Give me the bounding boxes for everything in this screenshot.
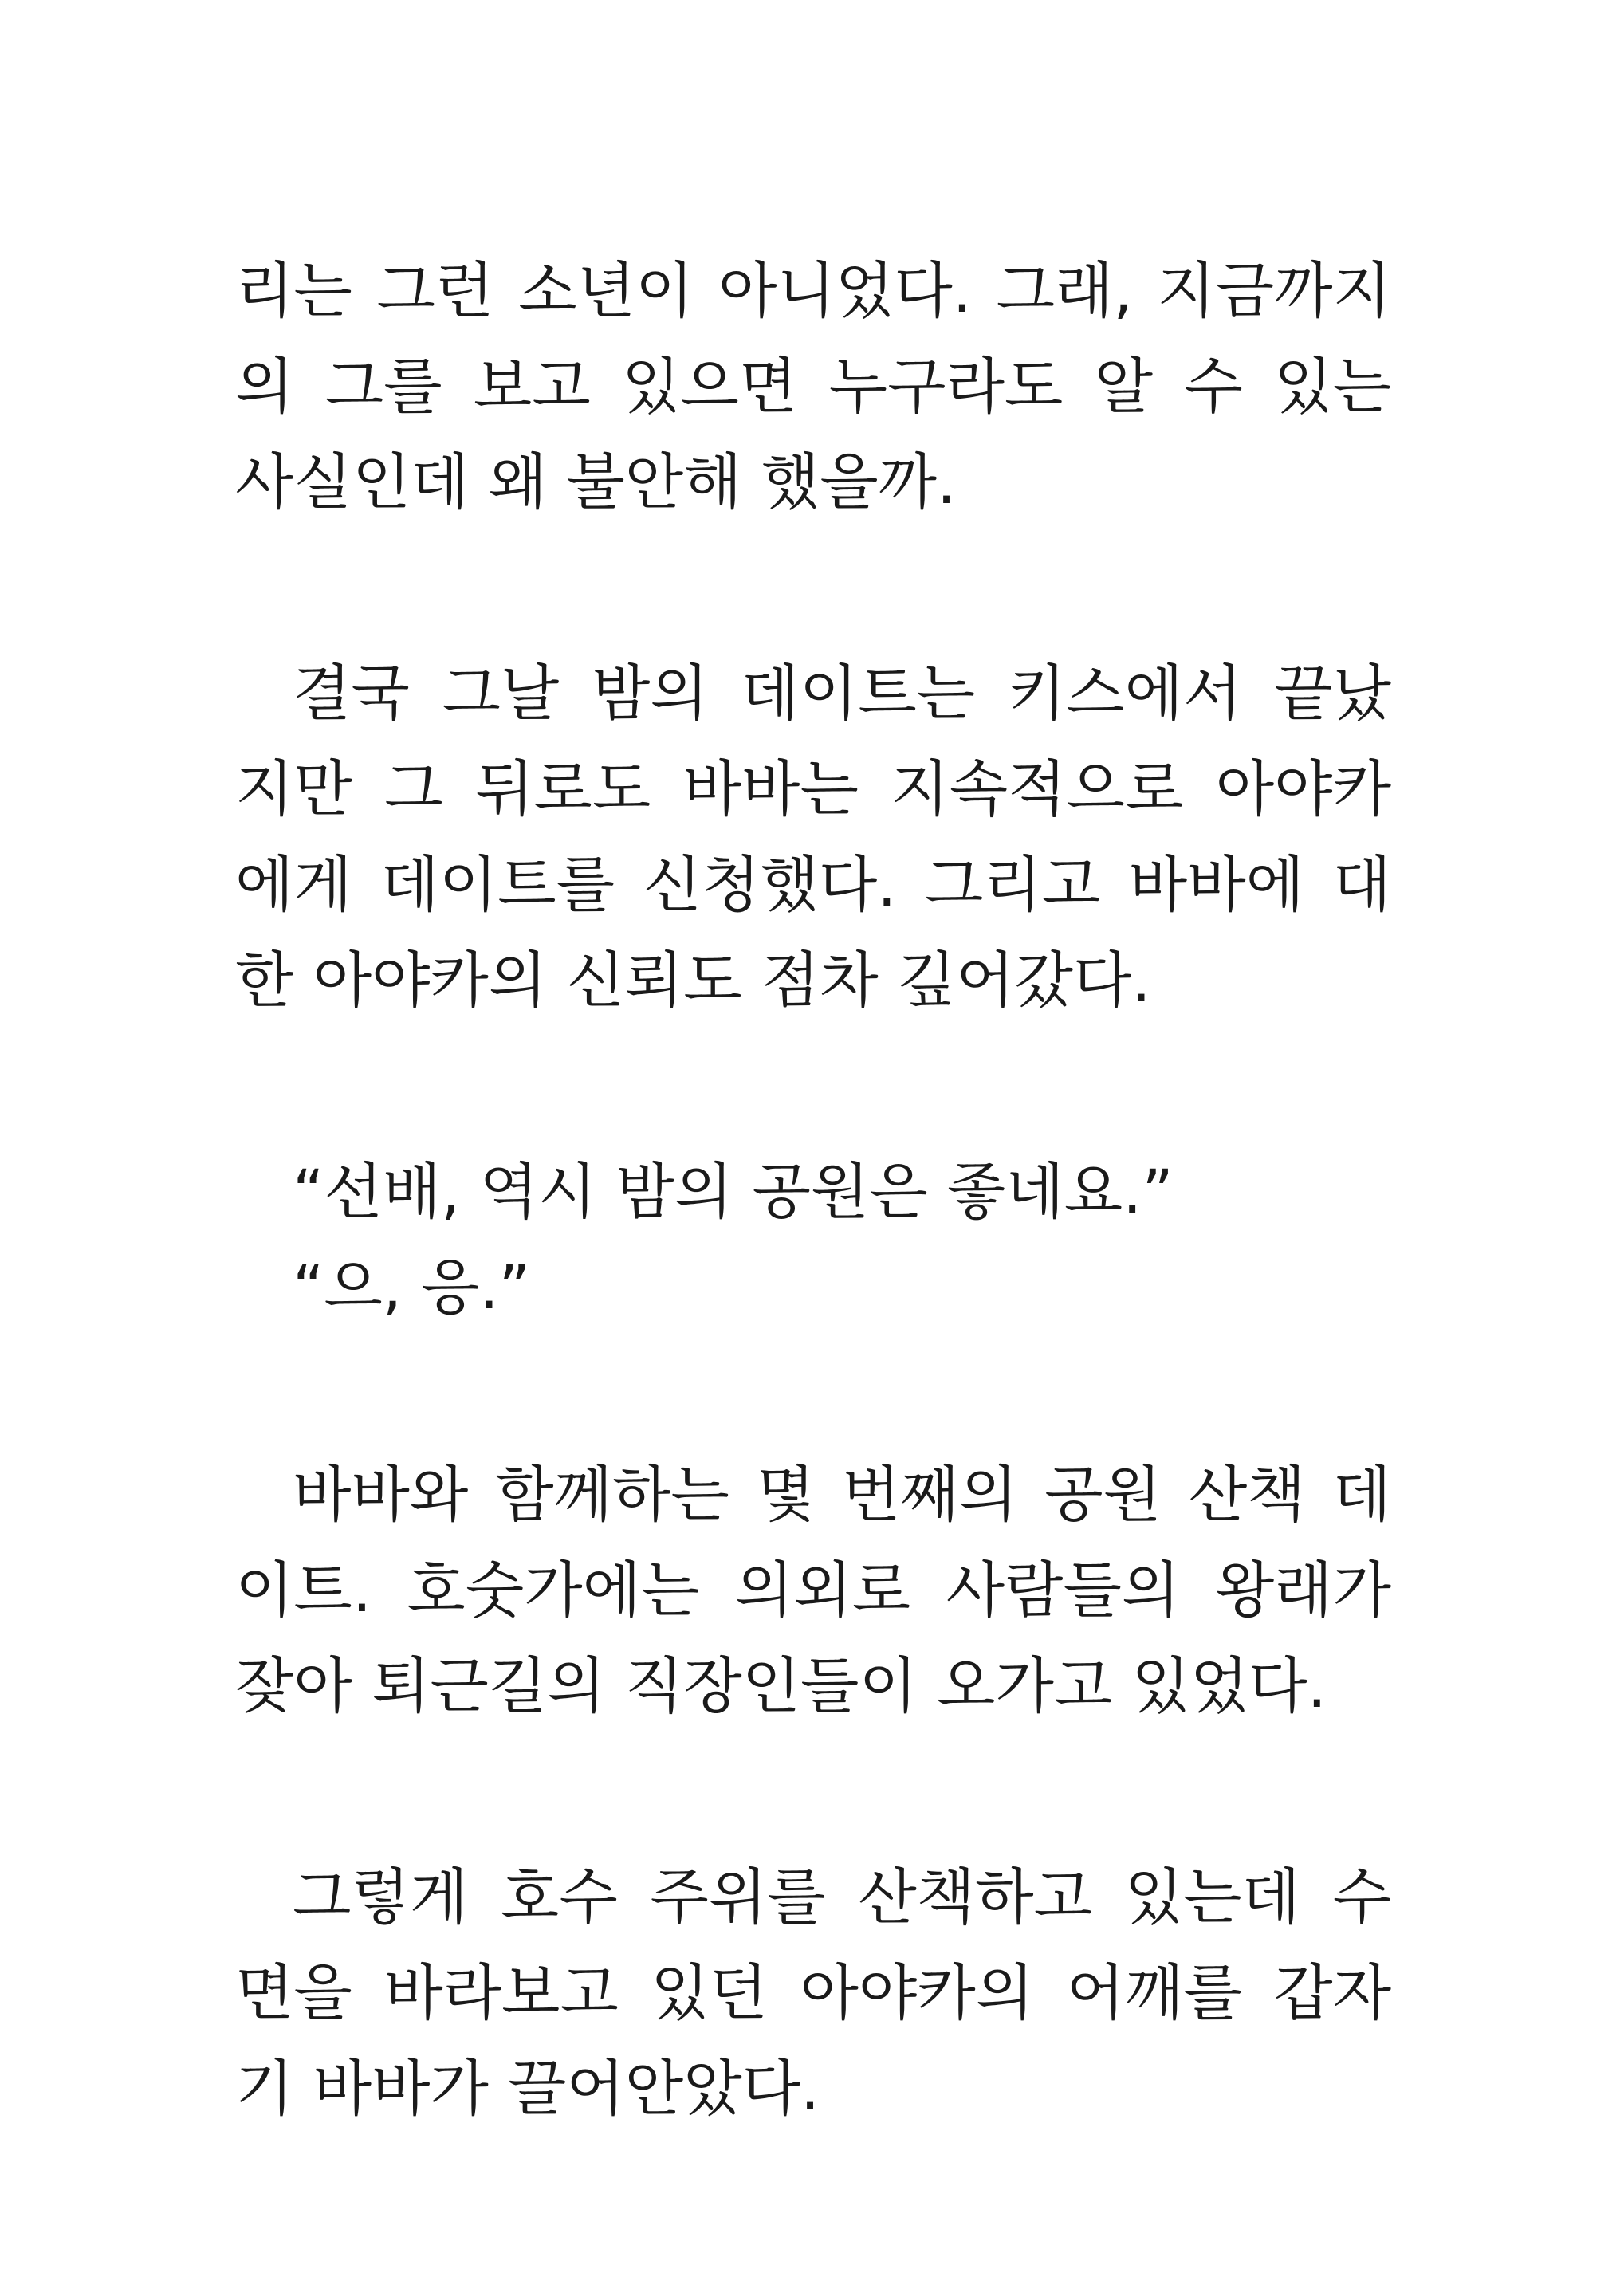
text-line: 그렇게 호수 주위를 산책하고 있는데 수 <box>293 1862 1391 1932</box>
text-line: 에게 데이트를 신청했다. 그리고 바바에 대 <box>235 849 1391 920</box>
text-line: 지만 그 뒤로도 바바는 지속적으로 아야카 <box>235 753 1391 824</box>
text-line: 면을 바라보고 있던 아야카의 어깨를 갑자 <box>235 1957 1391 2028</box>
text-line: 결국 그날 밤의 데이트는 키스에서 끝났 <box>293 658 1391 729</box>
text-line: 잦아 퇴근길의 직장인들이 오가고 있었다. <box>235 1650 1327 1721</box>
text-line: 의 그를 보고 있으면 누구라도 알 수 있는 <box>235 351 1391 422</box>
text-line: 이트. 호숫가에는 의외로 사람들의 왕래가 <box>235 1555 1391 1626</box>
text-line: 사실인데 왜 불안해 했을까. <box>235 446 957 517</box>
text-line: 리는 그런 소년이 아니었다. 그래, 지금까지 <box>235 255 1391 326</box>
text-line: 바바와 함께하는 몇 번째의 공원 산책 데 <box>293 1459 1391 1530</box>
dialogue-line: “선배, 역시 밤의 공원은 좋네요.” <box>293 1156 1174 1227</box>
text-line: 기 바바가 끌어안았다. <box>235 2053 820 2124</box>
text-line: 한 아야카의 신뢰도 점차 깊어갔다. <box>235 945 1151 1016</box>
dialogue-line: “으, 응.” <box>293 1252 531 1323</box>
